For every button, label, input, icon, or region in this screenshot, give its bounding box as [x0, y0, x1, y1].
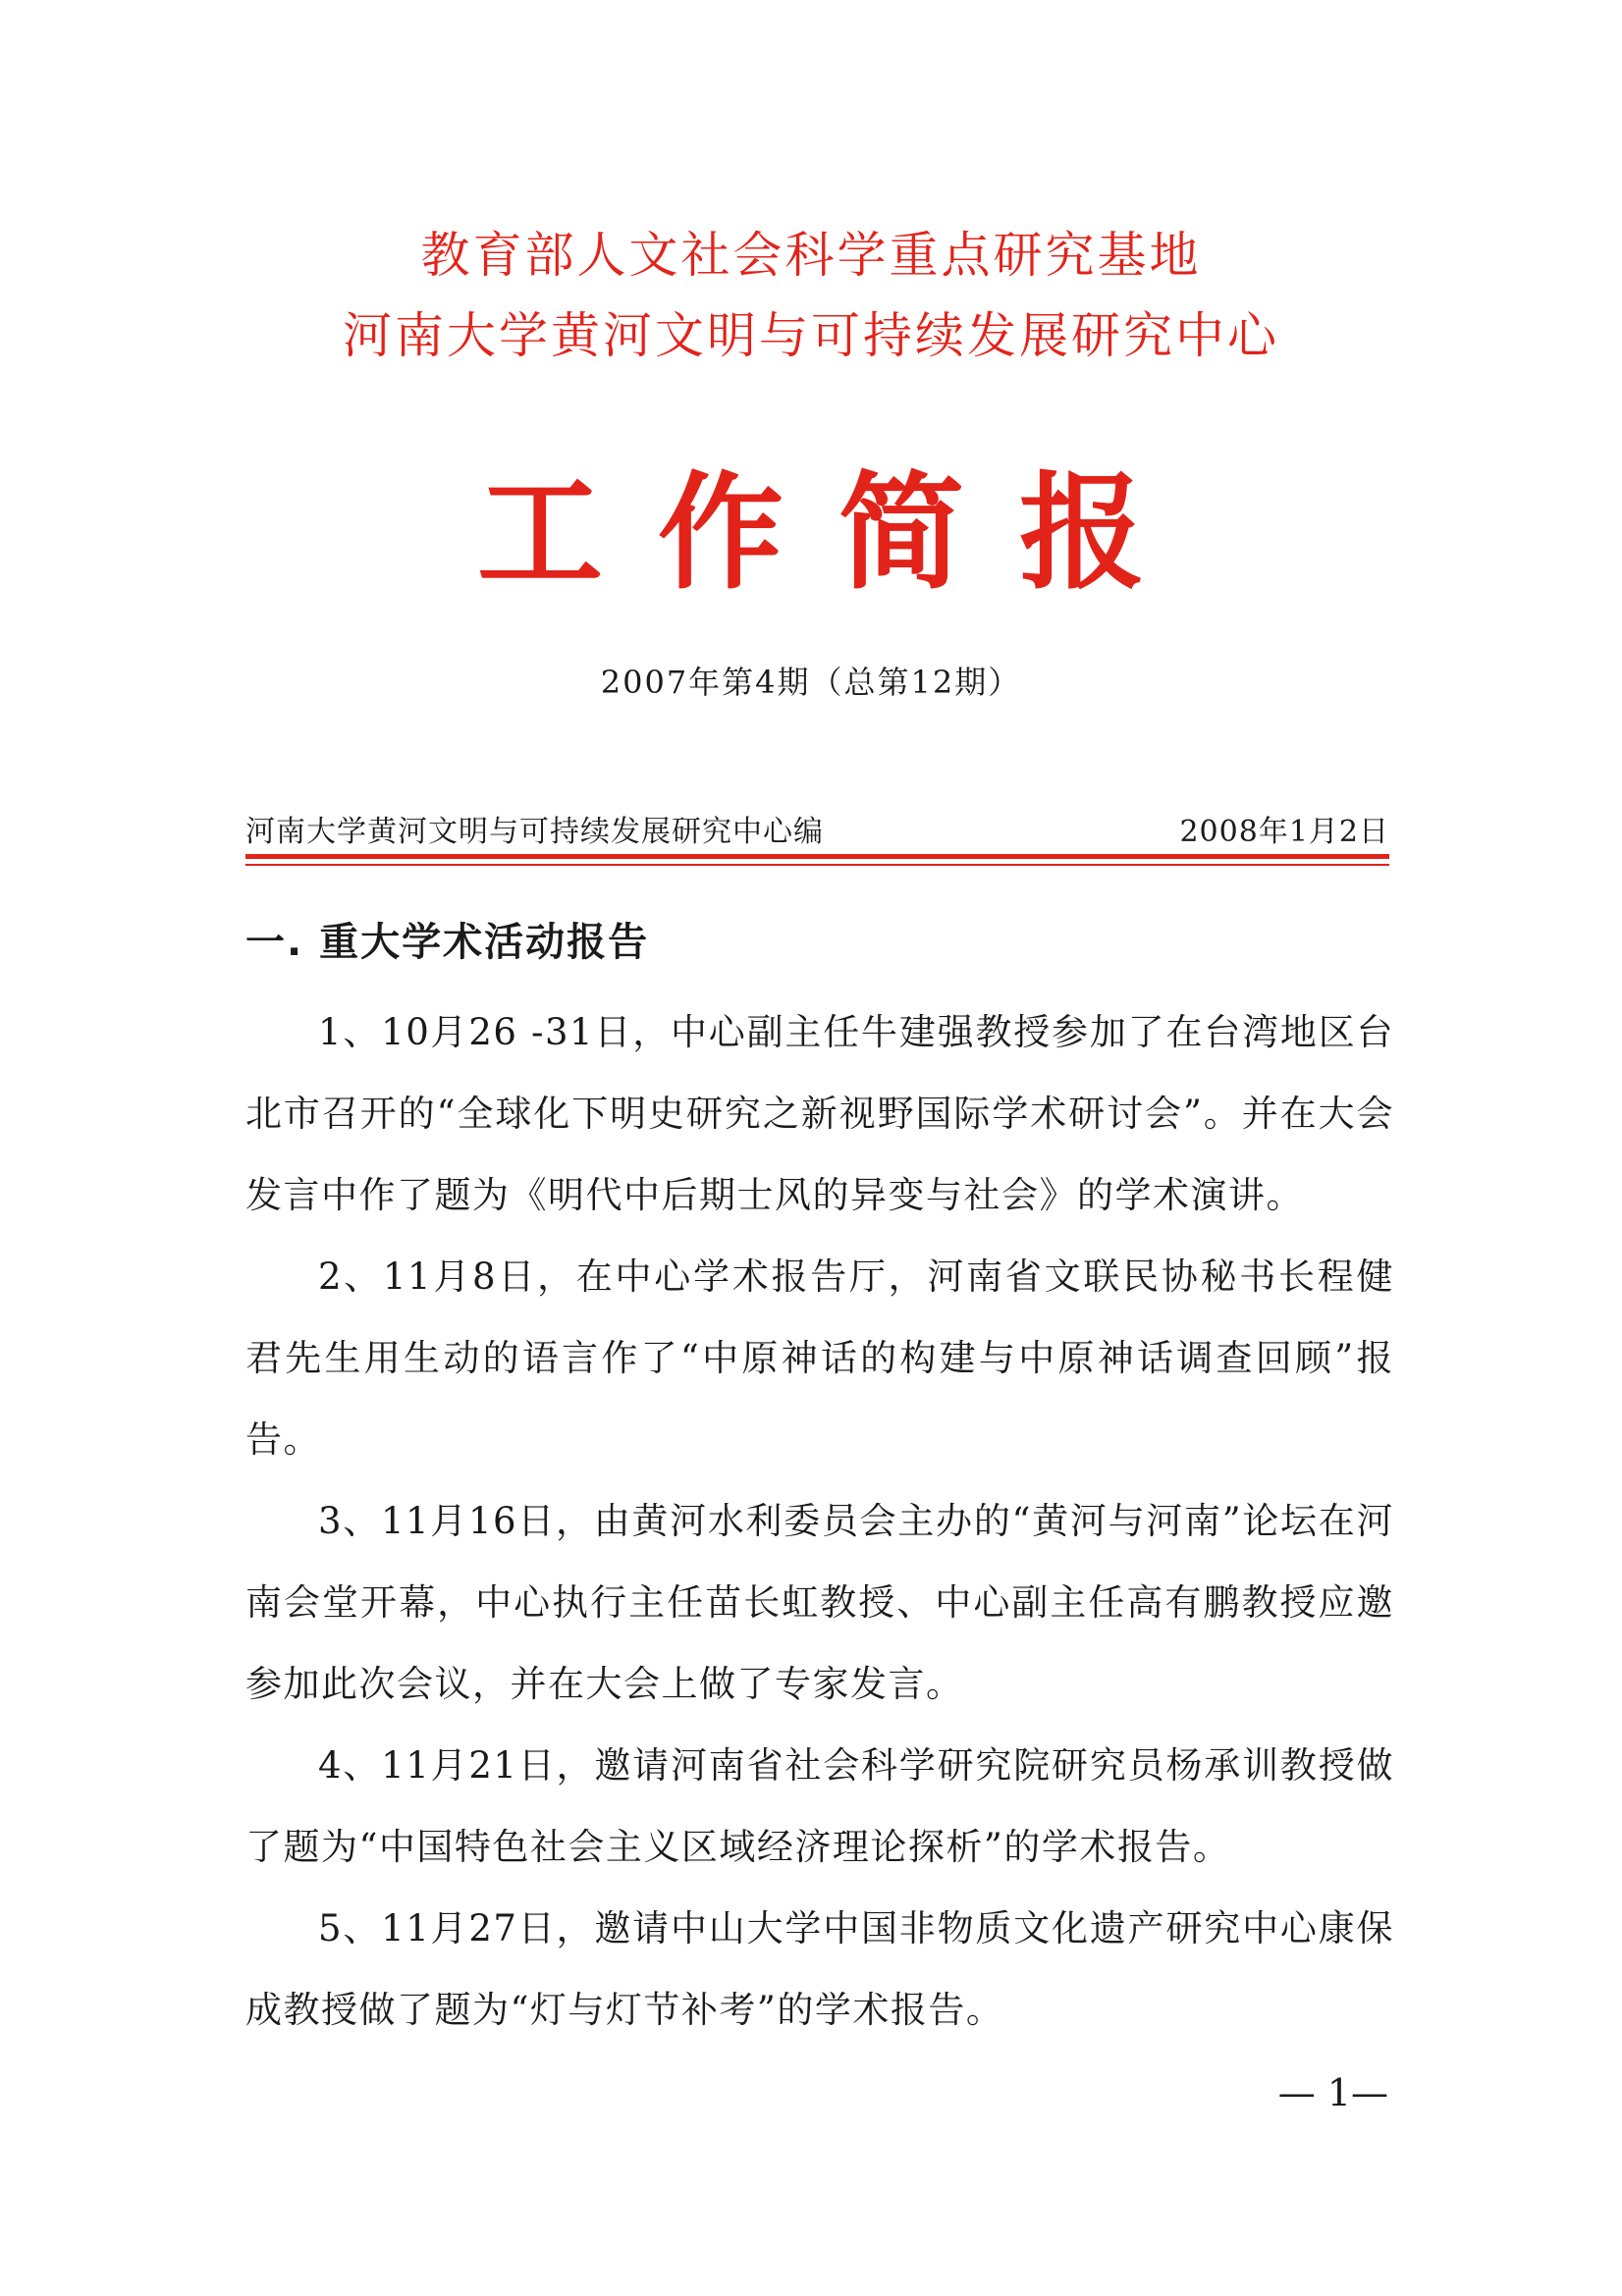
paragraph-4: 4、11月21日，邀请河南省社会科学研究院研究员杨承训教授做了题为“中国特色社会主义区域经济理论探析”的学术报告。: [245, 1744, 1394, 1868]
organization-line-1: 教育部人文社会科学重点研究基地: [420, 227, 1202, 284]
page-number: — 1—: [1277, 2071, 1388, 2114]
publication-meta: [245, 807, 1389, 849]
section-heading: 一. 重大学术活动报告: [245, 920, 650, 965]
paragraph-3: 3、11月16日，由黄河水利委员会主办的“黄河与河南”论坛在河南会堂开幕，中心执行主任苗长虹教授、中心副主任高有鹏教授应邀参加此次会议，并在大会上做了专家发言。: [245, 1500, 1394, 1705]
issue-number: 2007年第4期（总第12期）: [600, 664, 1022, 701]
publication-date: 2008年1月2日: [1179, 815, 1389, 849]
paragraph-2: 2、11月8日，在中心学术报告厅，河南省文联民协秘书长程健君先生用生动的语言作了“中原神话的构建与中原神话调查回顾”报告。: [245, 1255, 1394, 1461]
red-divider-thick: [245, 854, 1389, 859]
paragraph-5: 5、11月27日，邀请中山大学中国非物质文化遗产研究中心康保成教授做了题为“灯与灯节补考”的学术报告。: [245, 1907, 1394, 2031]
red-divider-thin: [245, 864, 1389, 866]
organization-line-2: 河南大学黄河文明与可持续发展研究中心: [343, 307, 1279, 364]
editor-line: 河南大学黄河文明与可持续发展研究中心编: [245, 815, 824, 849]
bulletin-title: 工作简报: [476, 460, 1200, 607]
paragraph-1: 1、10月26 -31日，中心副主任牛建强教授参加了在台湾地区台北市召开的“全球化下明史研究之新视野国际学术研讨会”。并在大会发言中作了题为《明代中后期士风的异变与社会》的学术演讲。: [245, 1011, 1394, 1216]
section-body: [245, 991, 1394, 2051]
